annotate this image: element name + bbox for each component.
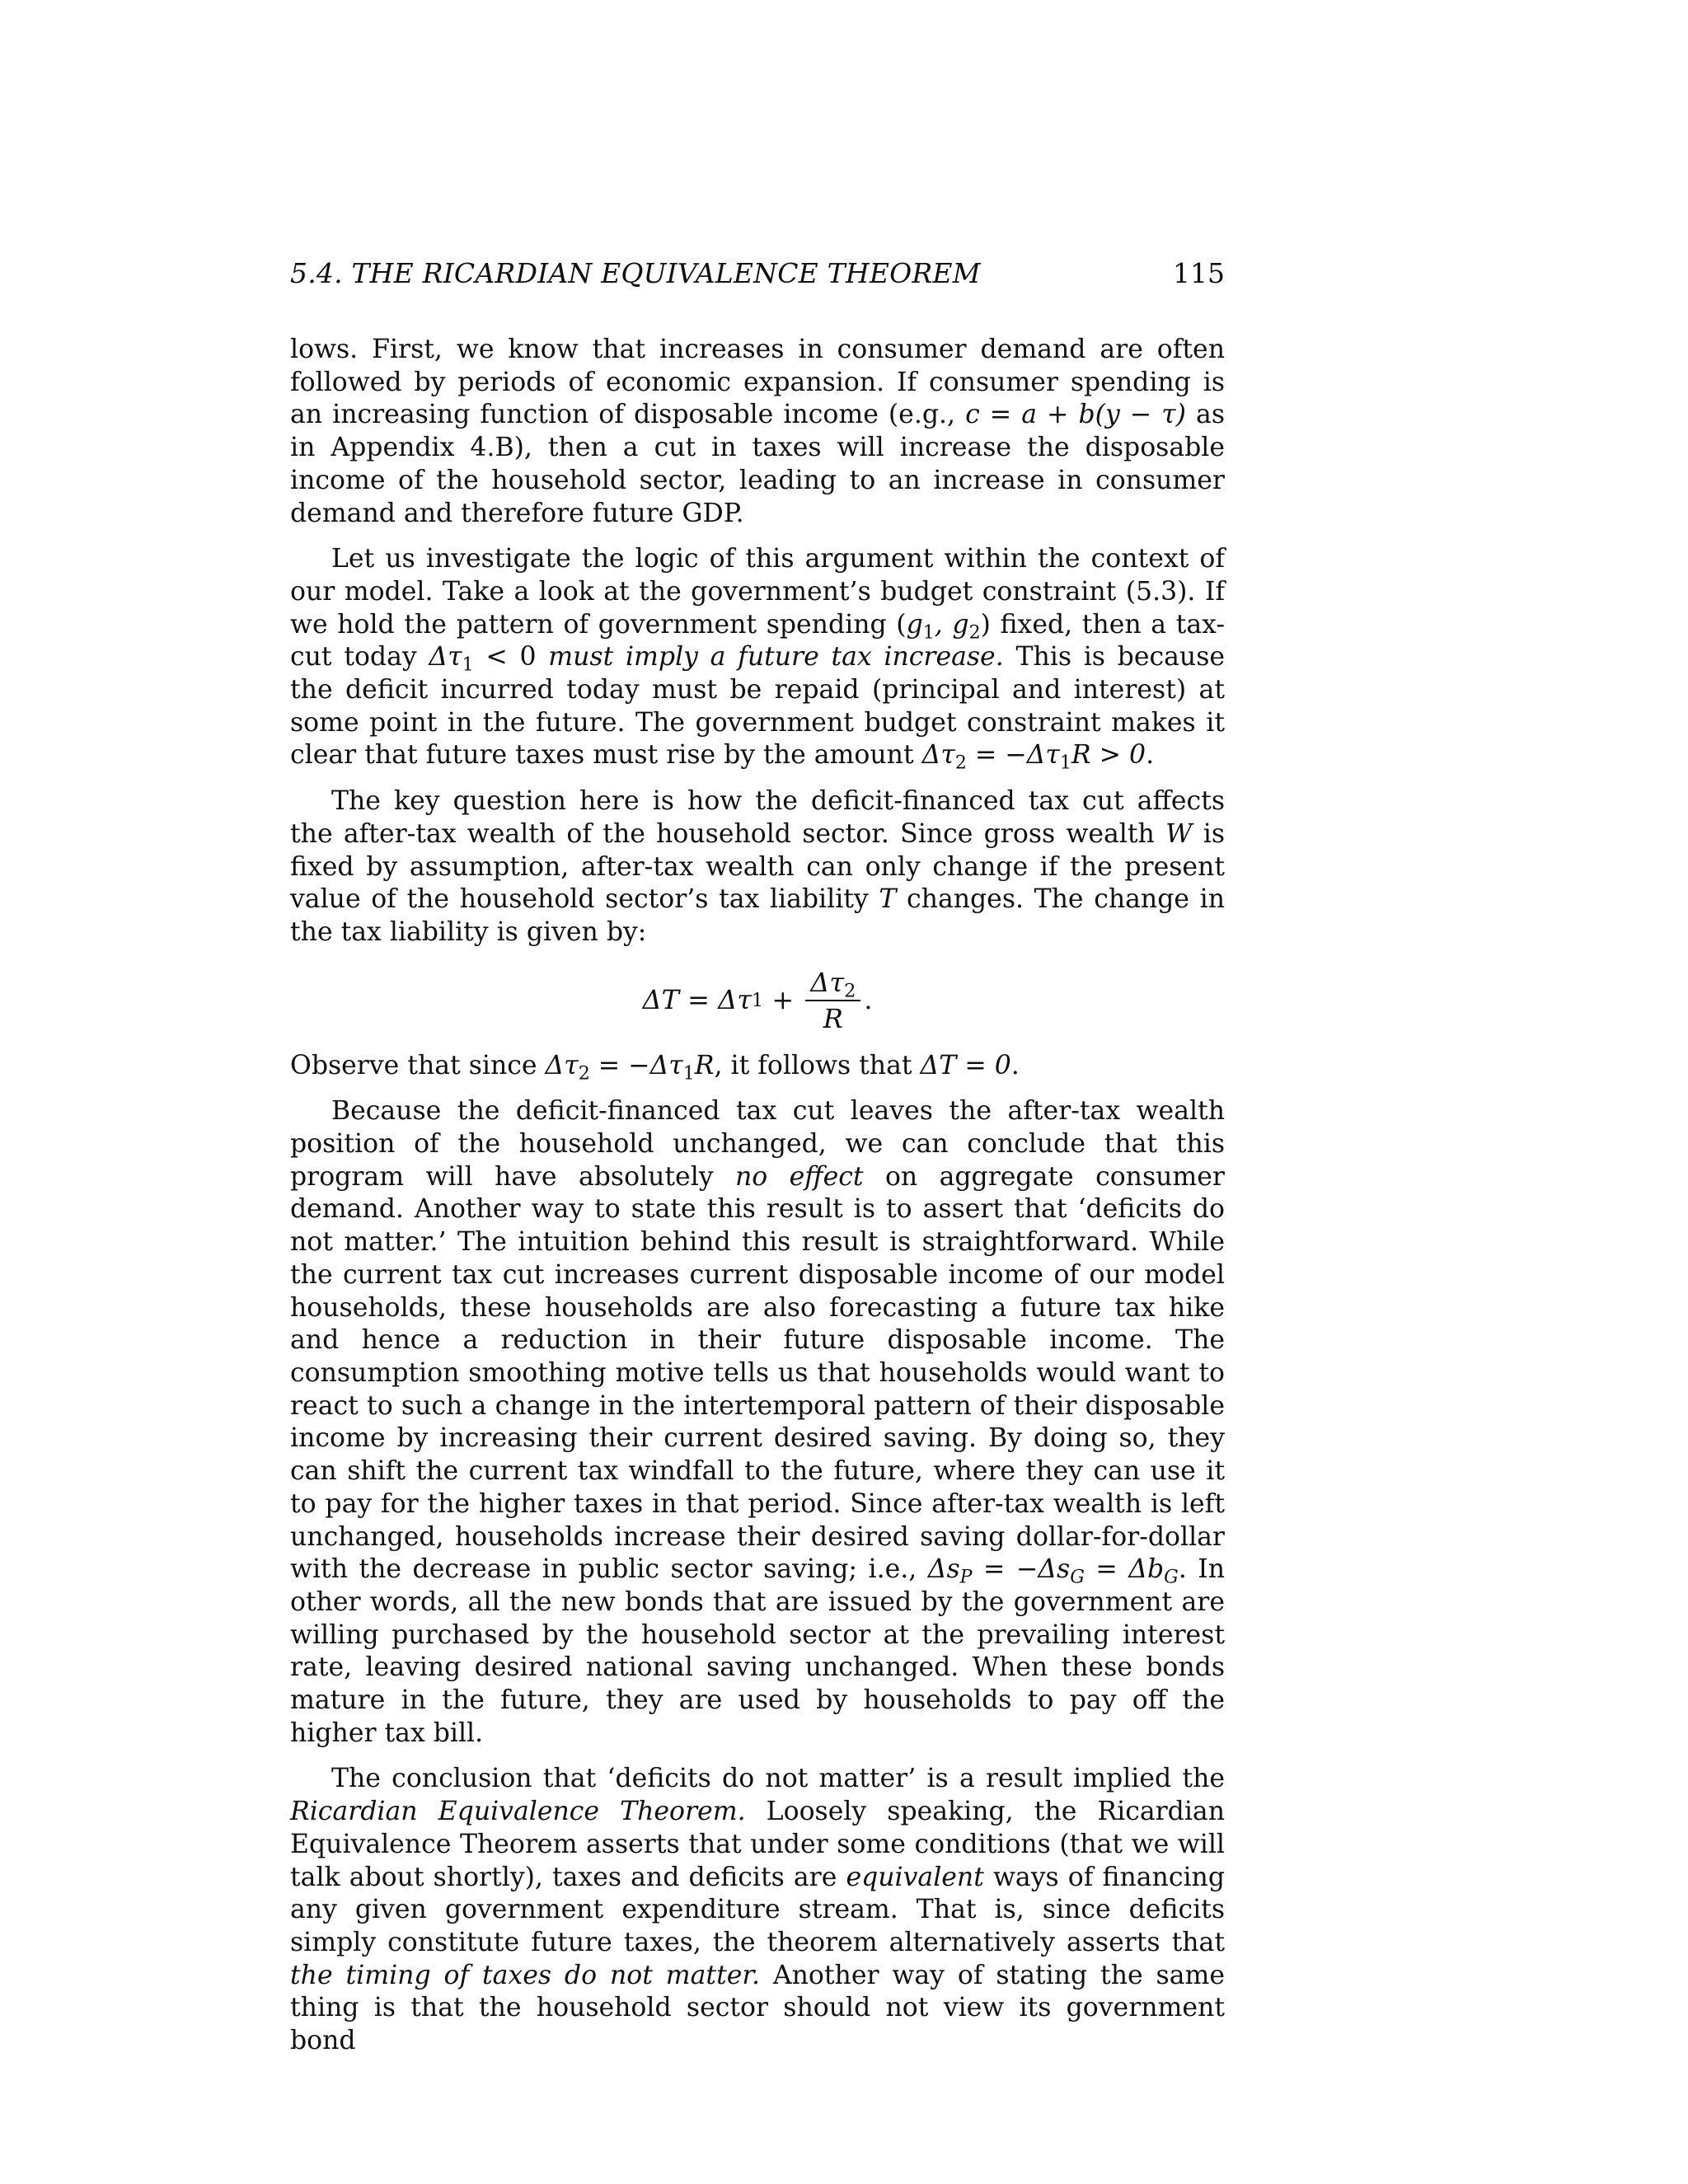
emphasis: the timing of taxes do not matter. bbox=[290, 1960, 760, 1990]
paragraph-2 bbox=[290, 543, 1225, 775]
math-subscript: 1 bbox=[682, 1063, 695, 1085]
emphasis: equivalent bbox=[846, 1862, 984, 1892]
math-inline bbox=[906, 609, 981, 644]
fraction-numerator bbox=[805, 967, 860, 1001]
paragraph-4 bbox=[290, 1050, 1225, 1083]
text-run: . bbox=[1010, 1050, 1020, 1080]
math-inline bbox=[927, 1554, 1179, 1588]
math-symbol: , g bbox=[934, 609, 969, 640]
math-symbol: Δτ bbox=[545, 1050, 579, 1080]
math-inline bbox=[545, 1050, 715, 1085]
text-run: ) fixed, then a tax-cut today bbox=[290, 609, 1225, 673]
paragraph-1 bbox=[290, 334, 1225, 530]
math-subscript: 2 bbox=[844, 980, 856, 1002]
page-number: 115 bbox=[1173, 257, 1225, 289]
math-symbol: T bbox=[879, 884, 897, 915]
text-run: The conclusion that ‘deficits do not matter’ is a result implied the bbox=[331, 1764, 1225, 1794]
text-run: This is because the deficit incurred today must be repaid (principal and interest) at some point in the future. The government budget constraint makes it clear that future taxes must rise by the amount bbox=[290, 642, 1225, 771]
math-symbol: Δτ bbox=[810, 966, 845, 998]
text-run: as in Appendix 4.B), then a cut in taxes will increase the disposable income of the household sector, leading to an increase in consumer demand and therefore future GDP. bbox=[290, 400, 1225, 528]
math-subscript: 2 bbox=[968, 622, 981, 644]
text-run: lows. First, we know that increases in consumer demand are often followed by periods of economic expansion. If consumer spending is an increasing function of disposable income (e.g., bbox=[290, 335, 1225, 430]
paragraph-6 bbox=[290, 1763, 1225, 2057]
text-run: . bbox=[1146, 740, 1155, 771]
math-symbol: = −Δs bbox=[972, 1554, 1071, 1585]
math-subscript: 1 bbox=[922, 622, 935, 644]
page-header bbox=[290, 257, 1225, 307]
math-operator: + bbox=[763, 983, 803, 1015]
math-symbol: Δs bbox=[927, 1554, 960, 1585]
text-run: Because the deficit-financed tax cut leaves the after-tax wealth position of the household unchanged, we can conclude that this program will have absolutely bbox=[290, 1096, 1225, 1192]
math-symbol: = Δb bbox=[1084, 1554, 1165, 1585]
math-symbol: W bbox=[1165, 818, 1193, 849]
fraction-denominator: R bbox=[823, 1002, 843, 1034]
math-symbol: = −Δτ bbox=[966, 740, 1060, 771]
consumption-function: c = a + b(y − τ) bbox=[965, 400, 1186, 430]
math-subscript: G bbox=[1070, 1567, 1085, 1588]
math-inline: ΔT = 0 bbox=[920, 1050, 1011, 1080]
math-subscript: 1 bbox=[462, 654, 474, 676]
text-run: . In other words, all the new bonds that are issued by the government are willing purchased by the household sector at the prevailing interest rate, leaving desired national saving unchanged. When these bonds mature in the future, they are used by households to pay off the higher tax bill. bbox=[290, 1554, 1225, 1748]
text-run: ways of financing any given government expenditure stream. That is, since deficits simply constitute future taxes, the theorem alternatively asserts that bbox=[290, 1862, 1225, 1957]
text-run: , it follows that bbox=[714, 1050, 921, 1080]
math-symbol: R > 0 bbox=[1071, 740, 1146, 771]
running-head: 5.4. THE RICARDIAN EQUIVALENCE THEOREM bbox=[290, 257, 981, 289]
text-run: Let us investigate the logic of this argument within the context of our model. Take a look at the government’s budget constraint (5.3). If we hold the pattern of government spending ( bbox=[290, 544, 1225, 640]
text-run: on aggregate consumer demand. Another way to state this result is to assert that ‘deficits do not matter.’ The intuition behind this result is straightforward. While the current tax cut increases current disposable income of our model households, these households are also forecasting a future tax hike and hence a reduction in their future disposable income. The consumption smoothing motive tells us that households would want to react to such a change in the intertemporal pattern of their disposable income by increasing their current desired saving. By doing so, they can shift the current tax windfall to the future, where they can use it to pay for the higher taxes in that period. Since after-tax wealth is left unchanged, households increase their desired saving dollar-for-dollar with the decrease in public sector saving; i.e., bbox=[290, 1161, 1225, 1585]
equation-period: . bbox=[864, 983, 873, 1015]
text-run: is fixed by assumption, after-tax wealth can only change if the present value of the household sector’s tax liability bbox=[290, 818, 1225, 915]
body-text bbox=[290, 334, 1225, 2071]
math-symbol: = −Δτ bbox=[589, 1050, 683, 1080]
emphasis: no effect bbox=[734, 1161, 864, 1192]
math-subscript: 2 bbox=[578, 1063, 590, 1085]
paragraph-3 bbox=[290, 785, 1225, 949]
text-run: Observe that since bbox=[290, 1050, 546, 1080]
math-inline bbox=[429, 642, 549, 676]
equation-lhs: ΔT = Δτ bbox=[642, 983, 752, 1015]
text-run: Loosely speaking, the Ricardian Equivalence Theorem asserts that under some conditions (that we will talk about shortly), taxes and deficits are bbox=[290, 1797, 1225, 1892]
math-subscript: G bbox=[1164, 1567, 1179, 1588]
math-subscript: 2 bbox=[954, 753, 967, 775]
display-equation: ΔT = Δτ 1 + $\frac{\Delta\tau_2}{R}$ . bbox=[642, 966, 873, 1034]
text-run: Another way of stating the same thing is that the household sector should not view its government bond bbox=[290, 1960, 1225, 2056]
math-subscript: 1 bbox=[1059, 753, 1071, 775]
text-run: The key question here is how the deficit-financed tax cut affects the after-tax wealth of the household sector. Since gross wealth bbox=[290, 786, 1225, 849]
math-symbol: g bbox=[906, 609, 923, 640]
math-subscript: P bbox=[959, 1567, 973, 1588]
math-symbol: < 0 bbox=[473, 642, 549, 673]
emphasis: Ricardian Equivalence Theorem. bbox=[290, 1797, 746, 1827]
math-symbol: Δτ bbox=[921, 740, 955, 771]
paragraph-5 bbox=[290, 1095, 1225, 1750]
fraction bbox=[805, 967, 860, 1034]
math-symbol: Δτ bbox=[429, 642, 462, 673]
text-run: changes. The change in the tax liability is given by: bbox=[290, 884, 1225, 947]
emphasis: must imply a future tax increase. bbox=[548, 642, 1004, 673]
math-symbol: R bbox=[694, 1050, 715, 1080]
math-inline bbox=[921, 740, 1146, 775]
